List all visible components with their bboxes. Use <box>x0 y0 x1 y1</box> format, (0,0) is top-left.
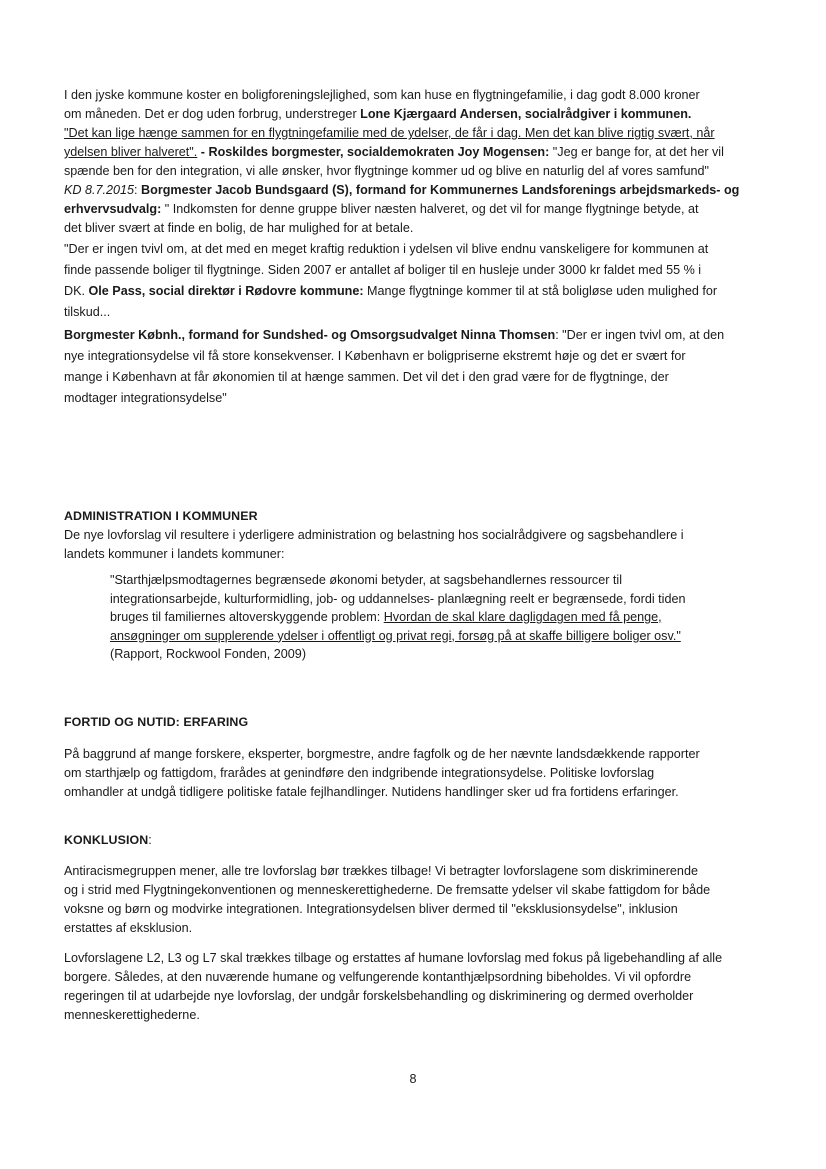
section-heading: ADMINISTRATION I KOMMUNER <box>64 509 258 523</box>
section-heading: FORTID OG NUTID: ERFARING <box>64 715 249 729</box>
text-line: finde passende boliger til flygtninge. Siden 2007 er antallet af boliger til en husleje under 3000 kr faldet med 55 % i <box>64 263 702 277</box>
text-line: om starthjælp og fattigdom, frarådes at genindføre den indgribende integrationsydelse. Politiske lovforslag <box>64 766 655 780</box>
quote-line: ansøgninger om supplerende ydelser i offentligt og privat regi, forsøg på at skaffe billigere boliger osv." <box>110 628 681 643</box>
text-line: tilskud... <box>64 305 111 319</box>
section-heading: KONKLUSION: <box>64 833 152 847</box>
text-line: DK. Ole Pass, social direktør i Rødovre kommune: Mange flygtninge kommer til at stå boligløse uden mulighed for <box>64 284 718 298</box>
section-administration <box>64 507 774 564</box>
text-line: På baggrund af mange forskere, eksperter, borgmestre, andre fagfolk og de her nævnte landsdækkende rapporter <box>64 747 700 761</box>
text-line: Lovforslagene L2, L3 og L7 skal trækkes tilbage og erstattes af humane lovforslag med fokus på ligebehandling af alle <box>64 951 723 965</box>
text-line: landets kommuner i landets kommuner: <box>64 547 285 561</box>
section-konklusion <box>64 831 774 850</box>
text-line: omhandler at undgå tidligere politiske fatale fejlhandlinger. Nutidens handlinger sker ud fra fortidens erfaringer. <box>64 785 679 799</box>
speaker-name: Ole Pass, social direktør i Rødovre kommune: <box>88 284 364 298</box>
text-line: mange i København at får økonomien til at hænge sammen. Det vil det i den grad være for de flygtninge, der <box>64 370 669 384</box>
text-line: ydelsen bliver halveret". - Roskildes borgmester, socialdemokraten Joy Mogensen: "Jeg er bange for, at det her vil <box>64 145 724 159</box>
quote-line: bruges til familiernes altoverskyggende problem: Hvordan de skal klare dagligdagen med få penge, <box>110 610 662 624</box>
speaker-name: Borgmester Købnh., formand for Sundshed- og Omsorgsudvalget Ninna Thomsen <box>64 328 556 342</box>
speaker-name: Borgmester Jacob Bundsgaard (S), formand for Kommunernes Landsforenings arbejdsmarkeds- og <box>141 183 740 197</box>
text-line: om måneden. Det er dog uden forbrug, understreger Lone Kjærgaard Andersen, socialrådgiver i kommunen. <box>64 107 692 121</box>
text-line: voksne og børn og modvirke integrationen. Integrationsydelsen bliver dermed til "eksklusionsydelse", inklusion <box>64 902 678 916</box>
text-line: og i strid med Flygtningekonventionen og menneskerettighederne. De fremsatte ydelser vil skabe fattigdom for både <box>64 883 711 897</box>
text-line: erstattes af eksklusion. <box>64 921 193 935</box>
page-number: 8 <box>409 1072 417 1086</box>
text-line: borgere. Således, at den nuværende humane og velfungerende kontanthjælpsordning bibeholdes. Vi vil opfordre <box>64 970 692 984</box>
quote-line: integrationsarbejde, kulturformidling, job- og uddannelses- planlægning reelt er begrænsede, fordi tiden <box>110 591 686 606</box>
text-line: regeringen til at udarbejde nye lovforslag, der undgår forskelsbehandling og diskriminering og dermed overholder <box>64 989 694 1003</box>
text-line: spænde ben for den integration, vi alle ønsker, hvor flygtninge kommer ud og blive en naturlig del af vores samfund" <box>64 164 710 178</box>
quote-line: "Starthjælpsmodtagernes begrænsede økonomi betyder, at sagsbehandlernes ressourcer til <box>110 573 622 587</box>
text-line: "Der er ingen tvivl om, at det med en meget kraftig reduktion i ydelsen vil blive endnu vanskeligere for kommunen at <box>64 242 709 256</box>
source-reference: KD 8.7.2015 <box>64 183 135 197</box>
text-line: KD 8.7.2015: Borgmester Jacob Bundsgaard (S), formand for Kommunernes Landsforenings arbejdsmarkeds- og <box>64 183 740 197</box>
text-line: I den jyske kommune koster en boligforeningslejlighed, som kan huse en flygtningefamilie, i dag godt 8.000 kroner <box>64 88 700 102</box>
text-line: menneskerettighederne. <box>64 1008 200 1022</box>
konklusion-paragraph-1 <box>64 862 774 938</box>
speaker-name: - Roskildes borgmester, socialdemokraten Joy Mogensen: <box>197 145 550 159</box>
text-line: nye integrationsydelse vil få store konsekvenser. I København er boligpriserne ekstremt høje og det er svært for <box>64 349 686 363</box>
block-quote <box>110 571 760 664</box>
text-line: det bliver svært at finde en bolig, de har mulighed for at betale. <box>64 221 414 235</box>
citation: (Rapport, Rockwool Fonden, 2009) <box>110 647 307 661</box>
intro-paragraph <box>64 86 774 408</box>
speaker-name: Lone Kjærgaard Andersen, socialrådgiver i kommunen. <box>360 107 692 121</box>
quote-line: "Det kan lige hænge sammen for en flygtningefamilie med de ydelser, de får i dag. Men det kan blive rigtig svært, når <box>64 126 715 140</box>
fortid-paragraph <box>64 745 774 802</box>
text-line: De nye lovforslag vil resultere i yderligere administration og belastning hos socialrådgivere og sagsbehandlere i <box>64 528 684 542</box>
text-line: erhvervsudvalg: " Indkomsten for denne gruppe bliver næsten halveret, og det vil for mange flygtninge betyde, at <box>64 202 699 216</box>
text-line: Antiracismegruppen mener, alle tre lovforslag bør trækkes tilbage! Vi betragter lovforslagene som diskriminerende <box>64 864 698 878</box>
text-line: Borgmester Købnh., formand for Sundshed- og Omsorgsudvalget Ninna Thomsen: "Der er ingen tvivl om, at den <box>64 328 725 342</box>
konklusion-paragraph-2 <box>64 949 774 1025</box>
text-line: modtager integrationsydelse" <box>64 391 227 405</box>
section-fortid <box>64 713 774 732</box>
